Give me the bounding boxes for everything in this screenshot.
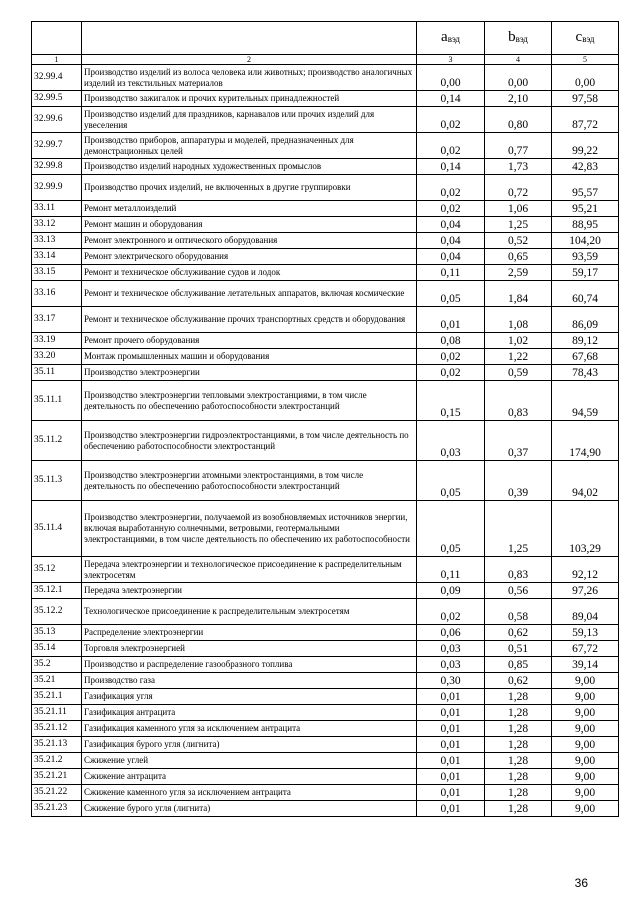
value-b-cell: 2,59 — [485, 265, 552, 281]
value-c-cell: 95,57 — [552, 175, 619, 201]
header-cell-b — [485, 22, 552, 55]
name-cell: Производство изделий народных художественных промыслов — [82, 159, 417, 175]
header-c-subscript: вэд — [582, 33, 595, 44]
value-a-cell: 0,08 — [417, 333, 485, 349]
value-c-cell: 94,02 — [552, 461, 619, 501]
code-cell: 35.12 — [32, 557, 82, 583]
value-a-cell: 0,02 — [417, 201, 485, 217]
value-c-cell: 93,59 — [552, 249, 619, 265]
code-cell: 35.11.1 — [32, 381, 82, 421]
value-a-cell: 0,02 — [417, 349, 485, 365]
name-cell: Передача электроэнергии — [82, 583, 417, 599]
code-cell: 35.12.2 — [32, 599, 82, 625]
code-cell: 33.16 — [32, 281, 82, 307]
value-b-cell: 1,02 — [485, 333, 552, 349]
value-c-cell: 86,09 — [552, 307, 619, 333]
value-b-cell: 1,28 — [485, 785, 552, 801]
code-cell: 32.99.8 — [32, 159, 82, 175]
value-a-cell: 0,02 — [417, 365, 485, 381]
header-cell-a — [417, 22, 485, 55]
code-cell: 33.15 — [32, 265, 82, 281]
value-a-cell: 0,03 — [417, 657, 485, 673]
code-cell: 35.2 — [32, 657, 82, 673]
name-cell: Ремонт прочего оборудования — [82, 333, 417, 349]
code-cell: 33.12 — [32, 217, 82, 233]
name-cell: Ремонт металлоизделий — [82, 201, 417, 217]
value-a-cell: 0,01 — [417, 737, 485, 753]
table-row — [32, 689, 619, 705]
value-a-cell: 0,11 — [417, 557, 485, 583]
table-row — [32, 349, 619, 365]
value-c-cell: 9,00 — [552, 673, 619, 689]
header-cell-code — [32, 22, 82, 55]
value-a-cell: 0,04 — [417, 249, 485, 265]
table-row — [32, 365, 619, 381]
value-c-cell: 174,90 — [552, 421, 619, 461]
code-cell: 32.99.9 — [32, 175, 82, 201]
code-cell: 32.99.7 — [32, 133, 82, 159]
name-cell: Технологическое присоединение к распределительным электросетям — [82, 599, 417, 625]
value-c-cell: 92,12 — [552, 557, 619, 583]
table-row — [32, 91, 619, 107]
code-cell: 33.20 — [32, 349, 82, 365]
value-a-cell: 0,01 — [417, 307, 485, 333]
code-cell: 35.21.2 — [32, 753, 82, 769]
table-row — [32, 175, 619, 201]
coefficients-table — [31, 21, 619, 817]
value-a-cell: 0,15 — [417, 381, 485, 421]
table-row — [32, 233, 619, 249]
name-cell: Сжижение антрацита — [82, 769, 417, 785]
name-cell: Ремонт электронного и оптического оборудования — [82, 233, 417, 249]
value-c-cell: 59,13 — [552, 625, 619, 641]
value-b-cell: 0,58 — [485, 599, 552, 625]
name-cell: Торговля электроэнергией — [82, 641, 417, 657]
value-a-cell: 0,00 — [417, 65, 485, 91]
value-a-cell: 0,30 — [417, 673, 485, 689]
table-row — [32, 657, 619, 673]
value-a-cell: 0,14 — [417, 91, 485, 107]
value-a-cell: 0,05 — [417, 281, 485, 307]
value-a-cell: 0,02 — [417, 107, 485, 133]
name-cell: Ремонт и техническое обслуживание прочих транспортных средств и оборудования — [82, 307, 417, 333]
code-cell: 35.11.3 — [32, 461, 82, 501]
value-b-cell: 1,25 — [485, 501, 552, 557]
value-b-cell: 0,39 — [485, 461, 552, 501]
value-b-cell: 0,62 — [485, 673, 552, 689]
table-row — [32, 381, 619, 421]
column-number-2: 2 — [82, 55, 417, 65]
code-cell: 33.14 — [32, 249, 82, 265]
table-row — [32, 281, 619, 307]
value-b-cell: 0,37 — [485, 421, 552, 461]
table-row — [32, 217, 619, 233]
code-cell: 35.21.1 — [32, 689, 82, 705]
code-cell: 33.17 — [32, 307, 82, 333]
value-b-cell: 2,10 — [485, 91, 552, 107]
value-c-cell: 9,00 — [552, 705, 619, 721]
value-a-cell: 0,02 — [417, 133, 485, 159]
value-b-cell: 0,80 — [485, 107, 552, 133]
code-cell: 32.99.6 — [32, 107, 82, 133]
value-a-cell: 0,01 — [417, 785, 485, 801]
value-a-cell: 0,14 — [417, 159, 485, 175]
value-a-cell: 0,01 — [417, 689, 485, 705]
value-b-cell: 0,00 — [485, 65, 552, 91]
name-cell: Производство газа — [82, 673, 417, 689]
name-cell: Производство электроэнергии атомными электростанциями, в том числе деятельность по обеспечению работоспособности электростанций — [82, 461, 417, 501]
header-c-label: c — [575, 28, 583, 45]
table-row — [32, 721, 619, 737]
name-cell: Производство и распределение газообразного топлива — [82, 657, 417, 673]
header-a-subscript: вэд — [447, 33, 460, 44]
value-b-cell: 1,22 — [485, 349, 552, 365]
name-cell: Ремонт и техническое обслуживание летательных аппаратов, включая космические — [82, 281, 417, 307]
table-row — [32, 705, 619, 721]
value-b-cell: 0,77 — [485, 133, 552, 159]
name-cell: Производство изделий из волоса человека или животных; производство аналогичных изделий из текстильных материалов — [82, 65, 417, 91]
table-row — [32, 265, 619, 281]
value-c-cell: 67,68 — [552, 349, 619, 365]
table-row — [32, 307, 619, 333]
value-c-cell: 9,00 — [552, 753, 619, 769]
value-c-cell: 59,17 — [552, 265, 619, 281]
value-a-cell: 0,03 — [417, 421, 485, 461]
value-a-cell: 0,01 — [417, 721, 485, 737]
table-row — [32, 65, 619, 91]
value-c-cell: 89,04 — [552, 599, 619, 625]
name-cell: Сжижение каменного угля за исключением антрацита — [82, 785, 417, 801]
value-a-cell: 0,05 — [417, 461, 485, 501]
table-row — [32, 753, 619, 769]
value-b-cell: 1,06 — [485, 201, 552, 217]
value-b-cell: 0,83 — [485, 557, 552, 583]
name-cell: Газификация каменного угля за исключением антрацита — [82, 721, 417, 737]
name-cell: Производство зажигалок и прочих курительных принадлежностей — [82, 91, 417, 107]
column-number-3: 3 — [417, 55, 485, 65]
code-cell: 35.21.13 — [32, 737, 82, 753]
value-a-cell: 0,01 — [417, 705, 485, 721]
value-b-cell: 1,28 — [485, 753, 552, 769]
name-cell: Ремонт и техническое обслуживание судов и лодок — [82, 265, 417, 281]
table-row — [32, 159, 619, 175]
table-row — [32, 461, 619, 501]
table-row — [32, 557, 619, 583]
value-c-cell: 94,59 — [552, 381, 619, 421]
value-a-cell: 0,02 — [417, 599, 485, 625]
name-cell: Производство приборов, аппаратуры и моделей, предназначенных для демонстрационных целей — [82, 133, 417, 159]
value-b-cell: 0,52 — [485, 233, 552, 249]
value-c-cell: 104,20 — [552, 233, 619, 249]
name-cell: Газификация антрацита — [82, 705, 417, 721]
code-cell: 35.11 — [32, 365, 82, 381]
value-c-cell: 103,29 — [552, 501, 619, 557]
table-row — [32, 501, 619, 557]
name-cell: Ремонт электрического оборудования — [82, 249, 417, 265]
value-c-cell: 60,74 — [552, 281, 619, 307]
value-b-cell: 1,28 — [485, 689, 552, 705]
header-cell-name — [82, 22, 417, 55]
table-row — [32, 249, 619, 265]
header-row — [32, 22, 619, 55]
code-cell: 35.21.12 — [32, 721, 82, 737]
name-cell: Производство электроэнергии, получаемой из возобновляемых источников энергии, включая выработанную солнечными, ветровыми, геотермальными электростанциями, в том числе деятельность по обеспечению их работоспособности — [82, 501, 417, 557]
table-row — [32, 133, 619, 159]
value-b-cell: 1,25 — [485, 217, 552, 233]
value-b-cell: 1,28 — [485, 769, 552, 785]
header-cell-c — [552, 22, 619, 55]
table-row — [32, 641, 619, 657]
value-c-cell: 97,58 — [552, 91, 619, 107]
name-cell: Ремонт машин и оборудования — [82, 217, 417, 233]
code-cell: 35.12.1 — [32, 583, 82, 599]
table-row — [32, 625, 619, 641]
table-row — [32, 785, 619, 801]
column-number-row — [32, 55, 619, 65]
code-cell: 33.11 — [32, 201, 82, 217]
name-cell: Производство электроэнергии тепловыми электростанциями, в том числе деятельность по обеспечению работоспособности электростанций — [82, 381, 417, 421]
table-row — [32, 737, 619, 753]
code-cell: 35.21.23 — [32, 801, 82, 817]
table-row — [32, 801, 619, 817]
name-cell: Сжижение бурого угля (лигнита) — [82, 801, 417, 817]
code-cell: 35.21.22 — [32, 785, 82, 801]
value-a-cell: 0,02 — [417, 175, 485, 201]
value-c-cell: 9,00 — [552, 737, 619, 753]
value-a-cell: 0,09 — [417, 583, 485, 599]
value-a-cell: 0,11 — [417, 265, 485, 281]
value-c-cell: 9,00 — [552, 769, 619, 785]
name-cell: Производство изделий для праздников, карнавалов или прочих изделий для увеселения — [82, 107, 417, 133]
value-c-cell: 9,00 — [552, 801, 619, 817]
name-cell: Газификация угля — [82, 689, 417, 705]
value-c-cell: 0,00 — [552, 65, 619, 91]
table-row — [32, 769, 619, 785]
value-a-cell: 0,01 — [417, 801, 485, 817]
name-cell: Распределение электроэнергии — [82, 625, 417, 641]
value-c-cell: 99,22 — [552, 133, 619, 159]
code-cell: 35.21.21 — [32, 769, 82, 785]
value-b-cell: 0,85 — [485, 657, 552, 673]
value-b-cell: 1,28 — [485, 705, 552, 721]
value-b-cell: 1,28 — [485, 721, 552, 737]
code-cell: 35.21 — [32, 673, 82, 689]
header-a-label: a — [441, 28, 448, 45]
value-b-cell: 1,28 — [485, 737, 552, 753]
value-a-cell: 0,05 — [417, 501, 485, 557]
value-c-cell: 89,12 — [552, 333, 619, 349]
value-b-cell: 0,51 — [485, 641, 552, 657]
value-c-cell: 9,00 — [552, 785, 619, 801]
name-cell: Производство электроэнергии — [82, 365, 417, 381]
code-cell: 33.13 — [32, 233, 82, 249]
value-b-cell: 1,08 — [485, 307, 552, 333]
table-row — [32, 107, 619, 133]
table-row — [32, 599, 619, 625]
table-row — [32, 201, 619, 217]
name-cell: Производство электроэнергии гидроэлектростанциями, в том числе деятельность по обеспечению работоспособности электростанций — [82, 421, 417, 461]
value-c-cell: 9,00 — [552, 689, 619, 705]
name-cell: Газификация бурого угля (лигнита) — [82, 737, 417, 753]
code-cell: 35.14 — [32, 641, 82, 657]
value-a-cell: 0,01 — [417, 753, 485, 769]
code-cell: 35.21.11 — [32, 705, 82, 721]
table-row — [32, 583, 619, 599]
name-cell: Монтаж промышленных машин и оборудования — [82, 349, 417, 365]
value-a-cell: 0,06 — [417, 625, 485, 641]
value-b-cell: 0,83 — [485, 381, 552, 421]
value-c-cell: 87,72 — [552, 107, 619, 133]
value-b-cell: 1,84 — [485, 281, 552, 307]
code-cell: 33.19 — [32, 333, 82, 349]
value-b-cell: 0,62 — [485, 625, 552, 641]
table-row — [32, 421, 619, 461]
column-number-1: 1 — [32, 55, 82, 65]
header-b-subscript: вэд — [515, 33, 528, 44]
name-cell: Передача электроэнергии и технологическое присоединение к распределительным электросетям — [82, 557, 417, 583]
table-row — [32, 673, 619, 689]
value-a-cell: 0,04 — [417, 233, 485, 249]
code-cell: 32.99.4 — [32, 65, 82, 91]
value-c-cell: 95,21 — [552, 201, 619, 217]
code-cell: 35.13 — [32, 625, 82, 641]
name-cell: Сжижение углей — [82, 753, 417, 769]
table-row — [32, 333, 619, 349]
value-b-cell: 1,73 — [485, 159, 552, 175]
value-a-cell: 0,04 — [417, 217, 485, 233]
name-cell: Производство прочих изделий, не включенных в другие группировки — [82, 175, 417, 201]
value-c-cell: 39,14 — [552, 657, 619, 673]
code-cell: 32.99.5 — [32, 91, 82, 107]
value-a-cell: 0,01 — [417, 769, 485, 785]
value-b-cell: 1,28 — [485, 801, 552, 817]
value-b-cell: 0,56 — [485, 583, 552, 599]
code-cell: 35.11.2 — [32, 421, 82, 461]
code-cell: 35.11.4 — [32, 501, 82, 557]
value-c-cell: 42,83 — [552, 159, 619, 175]
value-c-cell: 97,26 — [552, 583, 619, 599]
value-c-cell: 67,72 — [552, 641, 619, 657]
value-c-cell: 88,95 — [552, 217, 619, 233]
value-a-cell: 0,03 — [417, 641, 485, 657]
page-number: 36 — [574, 876, 588, 890]
value-b-cell: 0,72 — [485, 175, 552, 201]
column-number-4: 4 — [485, 55, 552, 65]
value-c-cell: 78,43 — [552, 365, 619, 381]
value-b-cell: 0,59 — [485, 365, 552, 381]
header-b-label: b — [508, 28, 516, 45]
value-c-cell: 9,00 — [552, 721, 619, 737]
value-b-cell: 0,65 — [485, 249, 552, 265]
column-number-5: 5 — [552, 55, 619, 65]
